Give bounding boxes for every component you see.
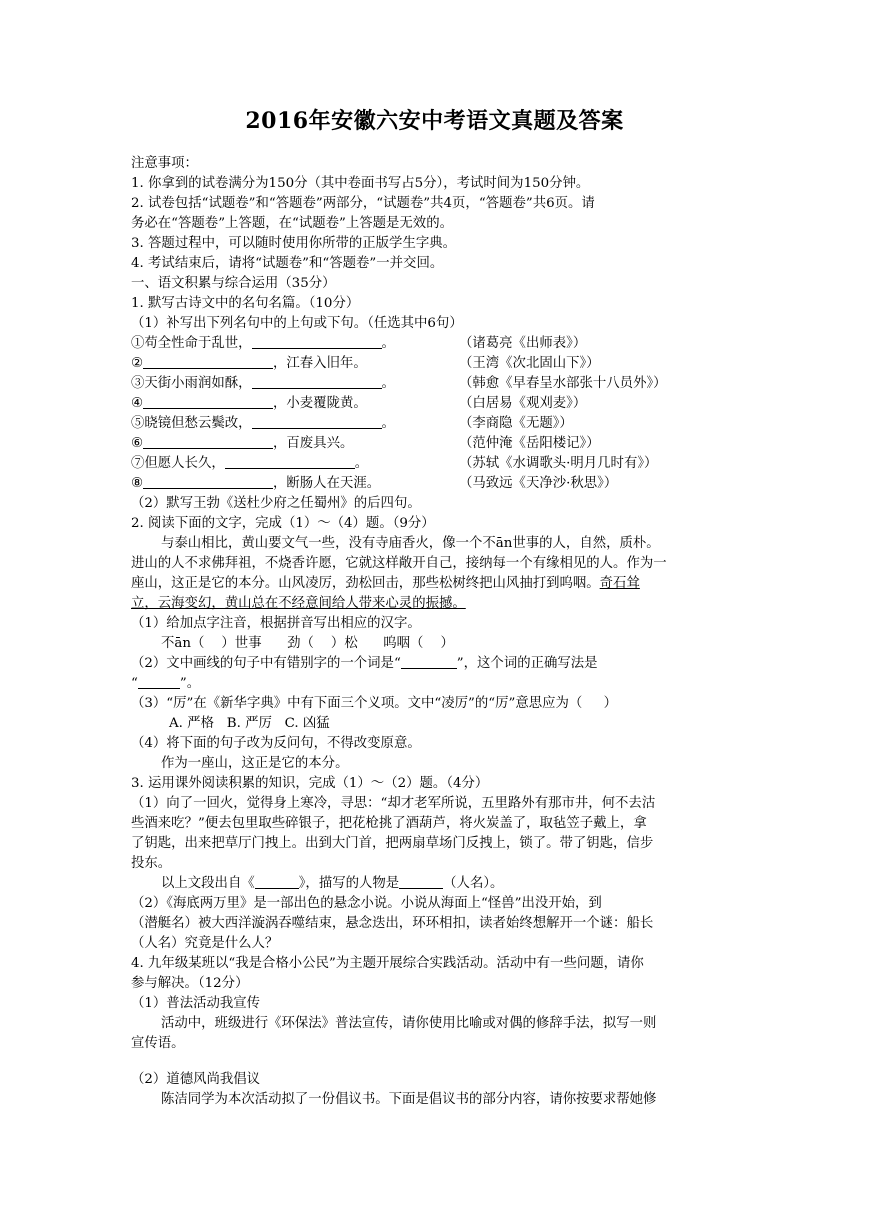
notice-line: 3. 答题过程中，可以随时使用你所带的正版学生字典。 <box>131 236 457 251</box>
notice-line: 2. 试卷包括“试题卷”和“答题卷”两部分，“试题卷”共4页，“答题卷”共6页。请 <box>131 196 595 211</box>
source-note: （白居易《观刈麦》） <box>459 396 587 411</box>
fill-line-5 <box>131 414 395 434</box>
sentence-line: 作为一座山，这正是它的本分。 <box>161 756 349 771</box>
source-note: （王湾《次北固山下》） <box>459 356 600 371</box>
question-4-sub2: （2）道德风尚我倡议 <box>131 1072 261 1087</box>
answer-blank[interactable] <box>138 674 180 689</box>
q3-text-line: 些酒来吃？”便去包里取些碎银子，把花枪挑了酒葫芦，将火炭盖了，取毡笠子戴上，拿 <box>131 816 647 831</box>
passage-line: 与泰山相比，黄山要文气一些，没有寺庙香火，像一个不ān世事的人，自然，质朴。 <box>161 536 660 551</box>
notice-heading: 注意事项： <box>131 156 198 171</box>
q3-text-line: （1）向了一回火，觉得身上寒冷，寻思：“却才老军所说，五里路外有那市井，何不去沽 <box>131 796 656 811</box>
answer-blank[interactable] <box>143 394 273 409</box>
underlined-sentence: 立，云海变幻，黄山总在不经意间给人带来心灵的振撼。 <box>131 596 466 611</box>
answer-blank[interactable] <box>143 434 273 449</box>
fill-suffix: ，小麦覆陇黄。 <box>273 396 367 411</box>
fill-line-7 <box>131 454 368 474</box>
fill-suffix: 。 <box>354 456 369 471</box>
question-2-sub2-cont <box>131 674 200 694</box>
fill-line-3 <box>131 374 395 394</box>
question-4-title-cont: 参与解决。（12分） <box>131 976 249 991</box>
q3-text: 以上文段出自《 <box>161 876 255 891</box>
answer-blank[interactable] <box>399 874 443 889</box>
question-4-sub1: （1）普法活动我宣传 <box>131 996 261 1011</box>
q3-text-line: 投东。 <box>131 856 172 871</box>
fill-suffix: 。 <box>381 416 395 431</box>
q3-text-line: （人名）究竟是什么人？ <box>131 936 279 951</box>
fill-line-2 <box>131 354 367 374</box>
passage-line: 进山的人不求佛拜祖，不烧香许愿，它就这样敞开自己，接纳每一个有缘相见的人。作为一 <box>131 556 667 571</box>
passage-line <box>131 594 466 614</box>
answer-blank[interactable] <box>401 654 457 669</box>
notice-line: 1. 你拿到的试卷满分为150分（其中卷面书写占5分），考试时间为150分钟。 <box>131 176 590 191</box>
answer-blank[interactable] <box>225 454 355 469</box>
page-title: 2016年安徽六安中考语文真题及答案 <box>245 108 624 134</box>
q4-text-line: 陈洁同学为本次活动拟了一份倡议书。下面是倡议书的部分内容，请你按要求帮她修 <box>161 1092 657 1107</box>
fill-suffix: ，百废具兴。 <box>273 436 354 451</box>
passage-text: 座山，这正是它的本分。山风凌厉，劲松回击，那些松树终把山风抽打到呜咽。 <box>131 576 600 591</box>
question-1-sub2: （2）默写王勃《送杜少府之任蜀州》的后四句。 <box>131 496 421 511</box>
answer-blank[interactable] <box>143 474 273 489</box>
fill-prefix: ③天街小雨润如酥， <box>131 376 252 391</box>
q3-text: （人名）。 <box>443 876 504 891</box>
answer-blank[interactable] <box>255 874 299 889</box>
notice-line: 4. 考试结束后，请将“试题卷”和“答题卷”一并交回。 <box>131 256 444 271</box>
source-note: （诸葛亮《出师表》） <box>459 336 587 351</box>
question-2-sub3: （3）“厉”在《新华字典》中有下面三个义项。文中“凌厉”的“厉”意思应为（ ） <box>131 696 617 711</box>
options-line: A. 严格 B. 严厉 C. 凶猛 <box>169 716 330 731</box>
fill-line-6 <box>131 434 353 454</box>
fill-suffix: ，断肠人在天涯。 <box>273 476 381 491</box>
question-1-sub1: （1）补写出下列名句中的上句或下句。（任选其中6句） <box>131 316 463 331</box>
open-quote: “ <box>131 676 138 691</box>
q3-text-line: （2）《海底两万里》是一部出色的悬念小说。小说从海面上“怪兽”出没开始，到 <box>131 896 602 911</box>
source-note: （韩愈《早春呈水部张十八员外》） <box>459 376 667 391</box>
close-quote: ”。 <box>179 676 201 691</box>
passage-line <box>131 574 640 594</box>
answer-blank[interactable] <box>252 414 382 429</box>
q3-text: 》，描写的人物是 <box>298 876 400 891</box>
fill-line-8 <box>131 474 380 494</box>
source-note: （马致远《天净沙·秋思》） <box>459 476 618 491</box>
fill-prefix: ② <box>131 356 144 371</box>
fill-prefix: ④ <box>131 396 144 411</box>
question-2-sub1: （1）给加点字注音，根据拼音写出相应的汉字。 <box>131 616 421 631</box>
q2-sub2-text: （2）文中画线的句子中有错别字的一个词是“ <box>131 656 401 671</box>
question-1-title: 1. 默写古诗文中的名句名篇。（10分） <box>131 296 360 311</box>
question-2-sub2 <box>131 654 598 674</box>
underlined-sentence: 奇石耸 <box>599 576 640 591</box>
q4-text-line: 宣传语。 <box>131 1036 185 1051</box>
fill-prefix: ⑤晓镜但愁云鬓改， <box>131 416 252 431</box>
question-4-title: 4. 九年级某班以“我是合格小公民”为主题开展综合实践活动。活动中有一些问题，请你 <box>131 956 644 971</box>
section-heading: 一、语文积累与综合运用（35分） <box>131 276 336 291</box>
fill-prefix: ⑧ <box>131 476 144 491</box>
q3-fill-line <box>161 874 503 894</box>
answer-blank[interactable] <box>252 334 382 349</box>
q2-sub2-text: ”，这个词的正确写法是 <box>456 656 598 671</box>
answer-blank[interactable] <box>143 354 273 369</box>
fill-suffix: 。 <box>381 376 395 391</box>
source-note: （李商隐《无题》） <box>459 416 573 431</box>
q3-text-line: （潜艇名）被大西洋漩涡吞噬结束，悬念迭出，环环相扣，读者始终想解开一个谜：船长 <box>131 916 654 931</box>
q4-text-line: 活动中，班级进行《环保法》普法宣传，请你使用比喻或对偶的修辞手法，拟写一则 <box>161 1016 657 1031</box>
fill-suffix: 。 <box>381 336 395 351</box>
question-2-title: 2. 阅读下面的文字，完成（1）～（4）题。（9分） <box>131 516 435 531</box>
fill-line-4 <box>131 394 367 414</box>
fill-prefix: ⑥ <box>131 436 144 451</box>
fill-prefix: ①苟全性命于乱世， <box>131 336 252 351</box>
fill-line-1 <box>131 334 395 354</box>
pinyin-line: 不ān（ ）世事 劲（ ）松 呜咽（ ） <box>161 636 454 651</box>
fill-suffix: ，江春入旧年。 <box>273 356 367 371</box>
notice-line: 务必在“答题卷”上答题，在“试题卷”上答题是无效的。 <box>131 216 453 231</box>
fill-prefix: ⑦但愿人长久， <box>131 456 225 471</box>
answer-blank[interactable] <box>252 374 382 389</box>
q3-text-line: 了钥匙，出来把草厅门拽上。出到大门首，把两扇草场门反拽上，锁了。带了钥匙，信步 <box>131 836 654 851</box>
question-2-sub4: （4）将下面的句子改为反问句，不得改变原意。 <box>131 736 421 751</box>
source-note: （范仲淹《岳阳楼记》） <box>459 436 600 451</box>
source-note: （苏轼《水调歌头·明月几时有》） <box>459 456 658 471</box>
question-3-title: 3. 运用课外阅读积累的知识，完成（1）～（2）题。（4分） <box>131 776 489 791</box>
